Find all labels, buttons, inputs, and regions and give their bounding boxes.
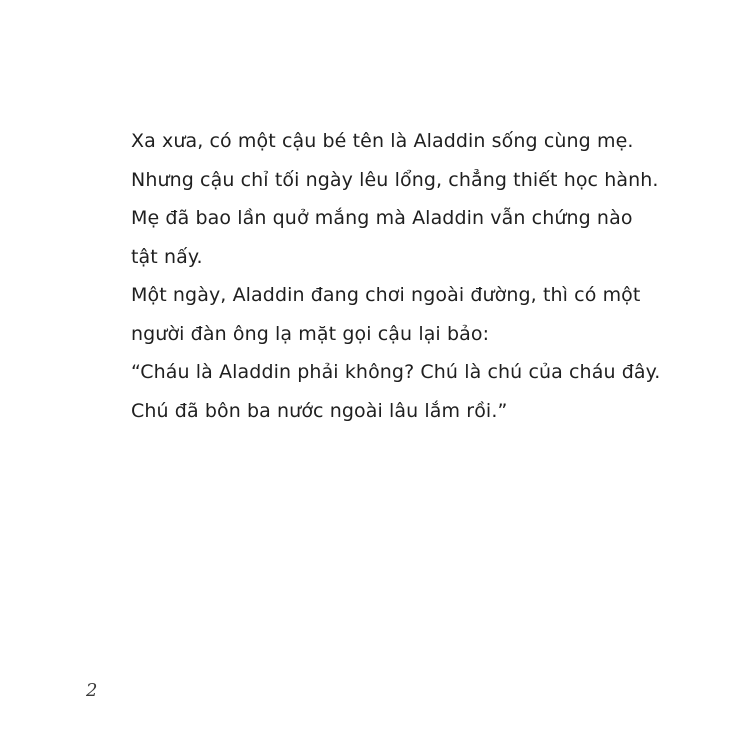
story-line: Một ngày, Aladdin đang chơi ngoài đường, thì có một (131, 284, 641, 306)
story-line: Xa xưa, có một cậu bé tên là Aladdin sống cùng mẹ. (131, 130, 634, 152)
story-text (131, 122, 661, 430)
page-number: 2 (86, 680, 98, 701)
story-line: tật nấy. (131, 245, 203, 268)
story-line: Mẹ đã bao lần quở mắng mà Aladdin vẫn chứng nào (131, 207, 633, 229)
story-line: người đàn ông lạ mặt gọi cậu lại bảo: (131, 322, 490, 345)
story-line: “Cháu là Aladdin phải không? Chú là chú của cháu đây. (131, 361, 661, 383)
story-line: Chú đã bôn ba nước ngoài lâu lắm rồi.” (131, 399, 508, 422)
story-line: Nhưng cậu chỉ tối ngày lêu lổng, chẳng thiết học hành. (131, 168, 659, 191)
